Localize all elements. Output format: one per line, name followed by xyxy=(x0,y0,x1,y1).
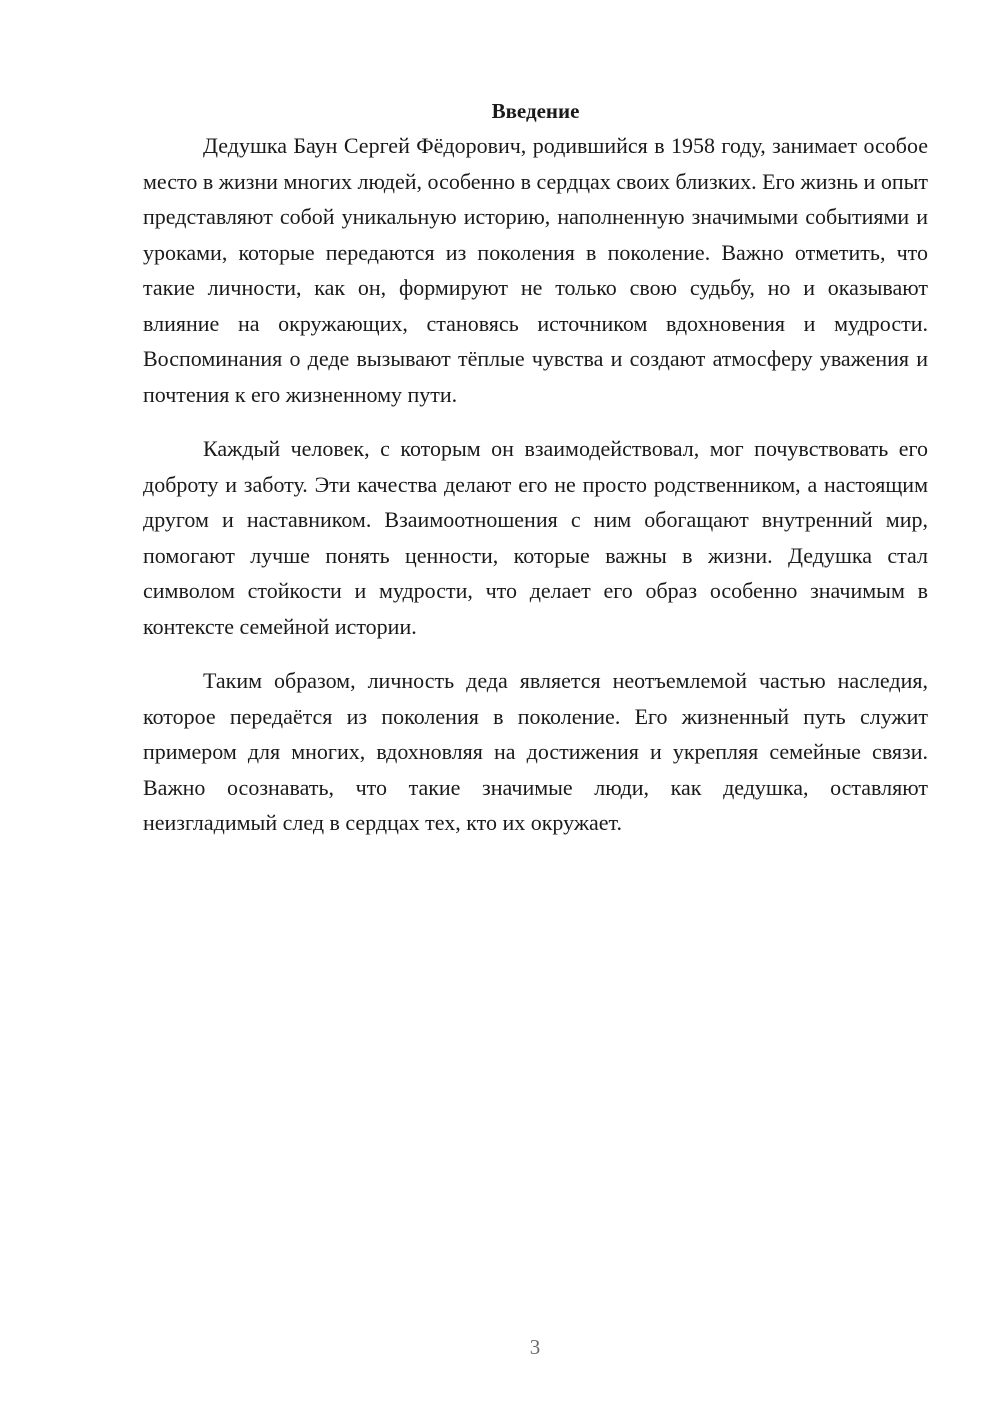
paragraph-3: Таким образом, личность деда является неотъемлемой частью наследия, которое передаётся из поколения в поколение. Его жизненный путь служит примером для многих, вдохновляя на достижения и укрепляя семейные связи. Важно осознавать, что такие значимые люди, как дедушка, оставляют неизгладимый след в сердцах тех, кто их окружает. xyxy=(143,668,928,835)
page-number: 3 xyxy=(529,1335,541,1359)
section-heading: Введение xyxy=(491,99,580,123)
paragraph-1: Дедушка Баун Сергей Фёдорович, родившийся в 1958 году, занимает особое место в жизни многих людей, особенно в сердцах своих близких. Его жизнь и опыт представляют собой уникальную историю, наполненную значимыми событиями и уроками, которые передаются из поколения в поколение. Важно отметить, что такие личности, как он, формируют не только свою судьбу, но и оказывают влияние на окружающих, становясь источником вдохновения и мудрости. Воспоминания о деде вызывают тёплые чувства и создают атмосферу уважения и почтения к его жизненному пути. xyxy=(143,133,928,407)
page-content xyxy=(143,96,928,860)
paragraph-2: Каждый человек, с которым он взаимодействовал, мог почувствовать его доброту и заботу. Эти качества делают его не просто родственником, а настоящим другом и наставником. Взаимоотношения с ним обогащают внутренний мир, помогают лучше понять ценности, которые важны в жизни. Дедушка стал символом стойкости и мудрости, что делает его образ особенно значимым в контексте семейной истории. xyxy=(143,436,928,639)
